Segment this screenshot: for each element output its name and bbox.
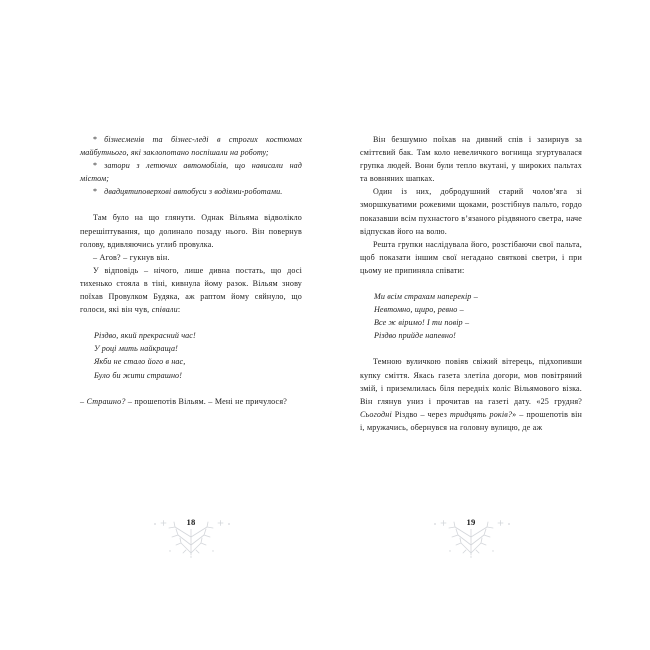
verse-line: Все ж віримо! І ти повір –	[374, 318, 470, 328]
page-right	[325, 0, 650, 650]
verse-line: Різдво, який прекрасний час!	[94, 331, 196, 341]
verse-line: Невтомно, щиро, ревно –	[374, 305, 464, 315]
list-item-text: затори з летючих автомобілів, що нависали над містом;	[80, 161, 302, 184]
verse-spacer	[360, 277, 582, 290]
bullet-marker: *	[93, 161, 98, 171]
paragraph: Він безшумно поїхав на дивний спів і зазирнув за сміттєвий бак. Там коло невеличкого вогнища згуртувалася групка людей. Вони були тепло вкутані, у широких пальтах та вовняних шапках.	[360, 135, 582, 184]
closing-spacer	[80, 382, 302, 395]
verse-block-right	[360, 290, 582, 342]
folio-right	[360, 515, 582, 561]
paragraph-spacer	[360, 342, 582, 355]
paragraph-spacer	[80, 198, 302, 211]
paragraph-final	[360, 355, 582, 434]
verse-line: У році мить найкраща!	[94, 344, 178, 354]
paragraph-text-end: :	[177, 305, 181, 315]
paragraph: Там було на що глянути. Однак Вільяма відволікло перешіптування, що долиналo позаду нього. Він повернув голову, вдивляючись углиб провулка.	[80, 213, 302, 249]
final-text-2: Різдво – через	[391, 409, 450, 419]
emphasis-trydtsiat-rokiv: тридцять років?	[449, 409, 513, 419]
verse-line: Різдво прийде напевно!	[374, 331, 456, 341]
paragraph-text: У відповідь – нічого, лише дивна постать, що досі тихенько стояла в тіні, кивнула йому разок. Вільям знову поїхав Провулком Будяка, аж раптом йому сяйнуло, що голоси, які він чув,	[80, 265, 302, 315]
list-item	[80, 133, 302, 159]
page-left-text-block	[80, 133, 302, 505]
emphasis-spivaly: співали	[151, 305, 178, 315]
folio-left	[80, 515, 302, 561]
verse-block-left	[80, 329, 302, 381]
paragraph: Решта групки наслідувала його, розстібаючи свої пальта, щоб показати іншим свої негадано святкові светри, і при цьому не припиняла співати:	[360, 239, 582, 275]
page-number: 19	[461, 516, 480, 529]
bullet-marker: *	[93, 135, 98, 144]
list-item-text: двадцятиповерхові автобуси з водіями-роботами.	[104, 187, 283, 197]
final-text-1: Темною вуличкою повіяв свіжий вітерець, підхопивши купку сміття. Якась газета злетіла догори, мов повітряний змій, і приземлилась біля передніх коліс Вільямового візка. Він глянув униз і прочитав на газеті дату. «25 грудня?	[360, 357, 582, 406]
page-right-text-block	[360, 133, 582, 505]
verse-line: Ми всім страхам наперекір –	[374, 292, 478, 302]
page-number: 18	[181, 516, 200, 529]
list-item-text: бізнесменів та бізнес-леді в строгих костюмах майбутнього, які заклопотано поспішали на роботу;	[80, 135, 302, 158]
bullet-marker: *	[93, 187, 98, 197]
paragraph: Один із них, добродушний старий чолов’яга зі зморшкуватими рожевими щоками, розстібнув пальто, гордо показавши всім пухнастого в’язаного різдвяного светра, наче відпускав його на волю.	[360, 187, 582, 236]
paragraph	[80, 264, 302, 316]
verse-spacer	[80, 316, 302, 329]
list-item	[80, 159, 302, 185]
verse-line: Якби не стало його в нас,	[94, 357, 186, 367]
final-text-3: » – прошепотів він і, мружачись, обернувся на головну вулицю, де аж	[360, 409, 582, 432]
paragraph-dialogue: – Агов? – гукнув він.	[93, 252, 170, 262]
emphasis-strashno: Страшно?	[86, 396, 126, 406]
verse-line: Було би жити страшно!	[94, 370, 182, 380]
paragraph-closing-dialogue	[80, 395, 302, 408]
bullet-list	[80, 133, 302, 198]
list-item	[80, 185, 302, 198]
dialogue-dash: –	[80, 396, 87, 406]
dialogue-rest: – прошепотів Вільям. – Мені не причулося?	[125, 396, 287, 406]
emphasis-sohodni: Сьогодні	[360, 409, 392, 419]
